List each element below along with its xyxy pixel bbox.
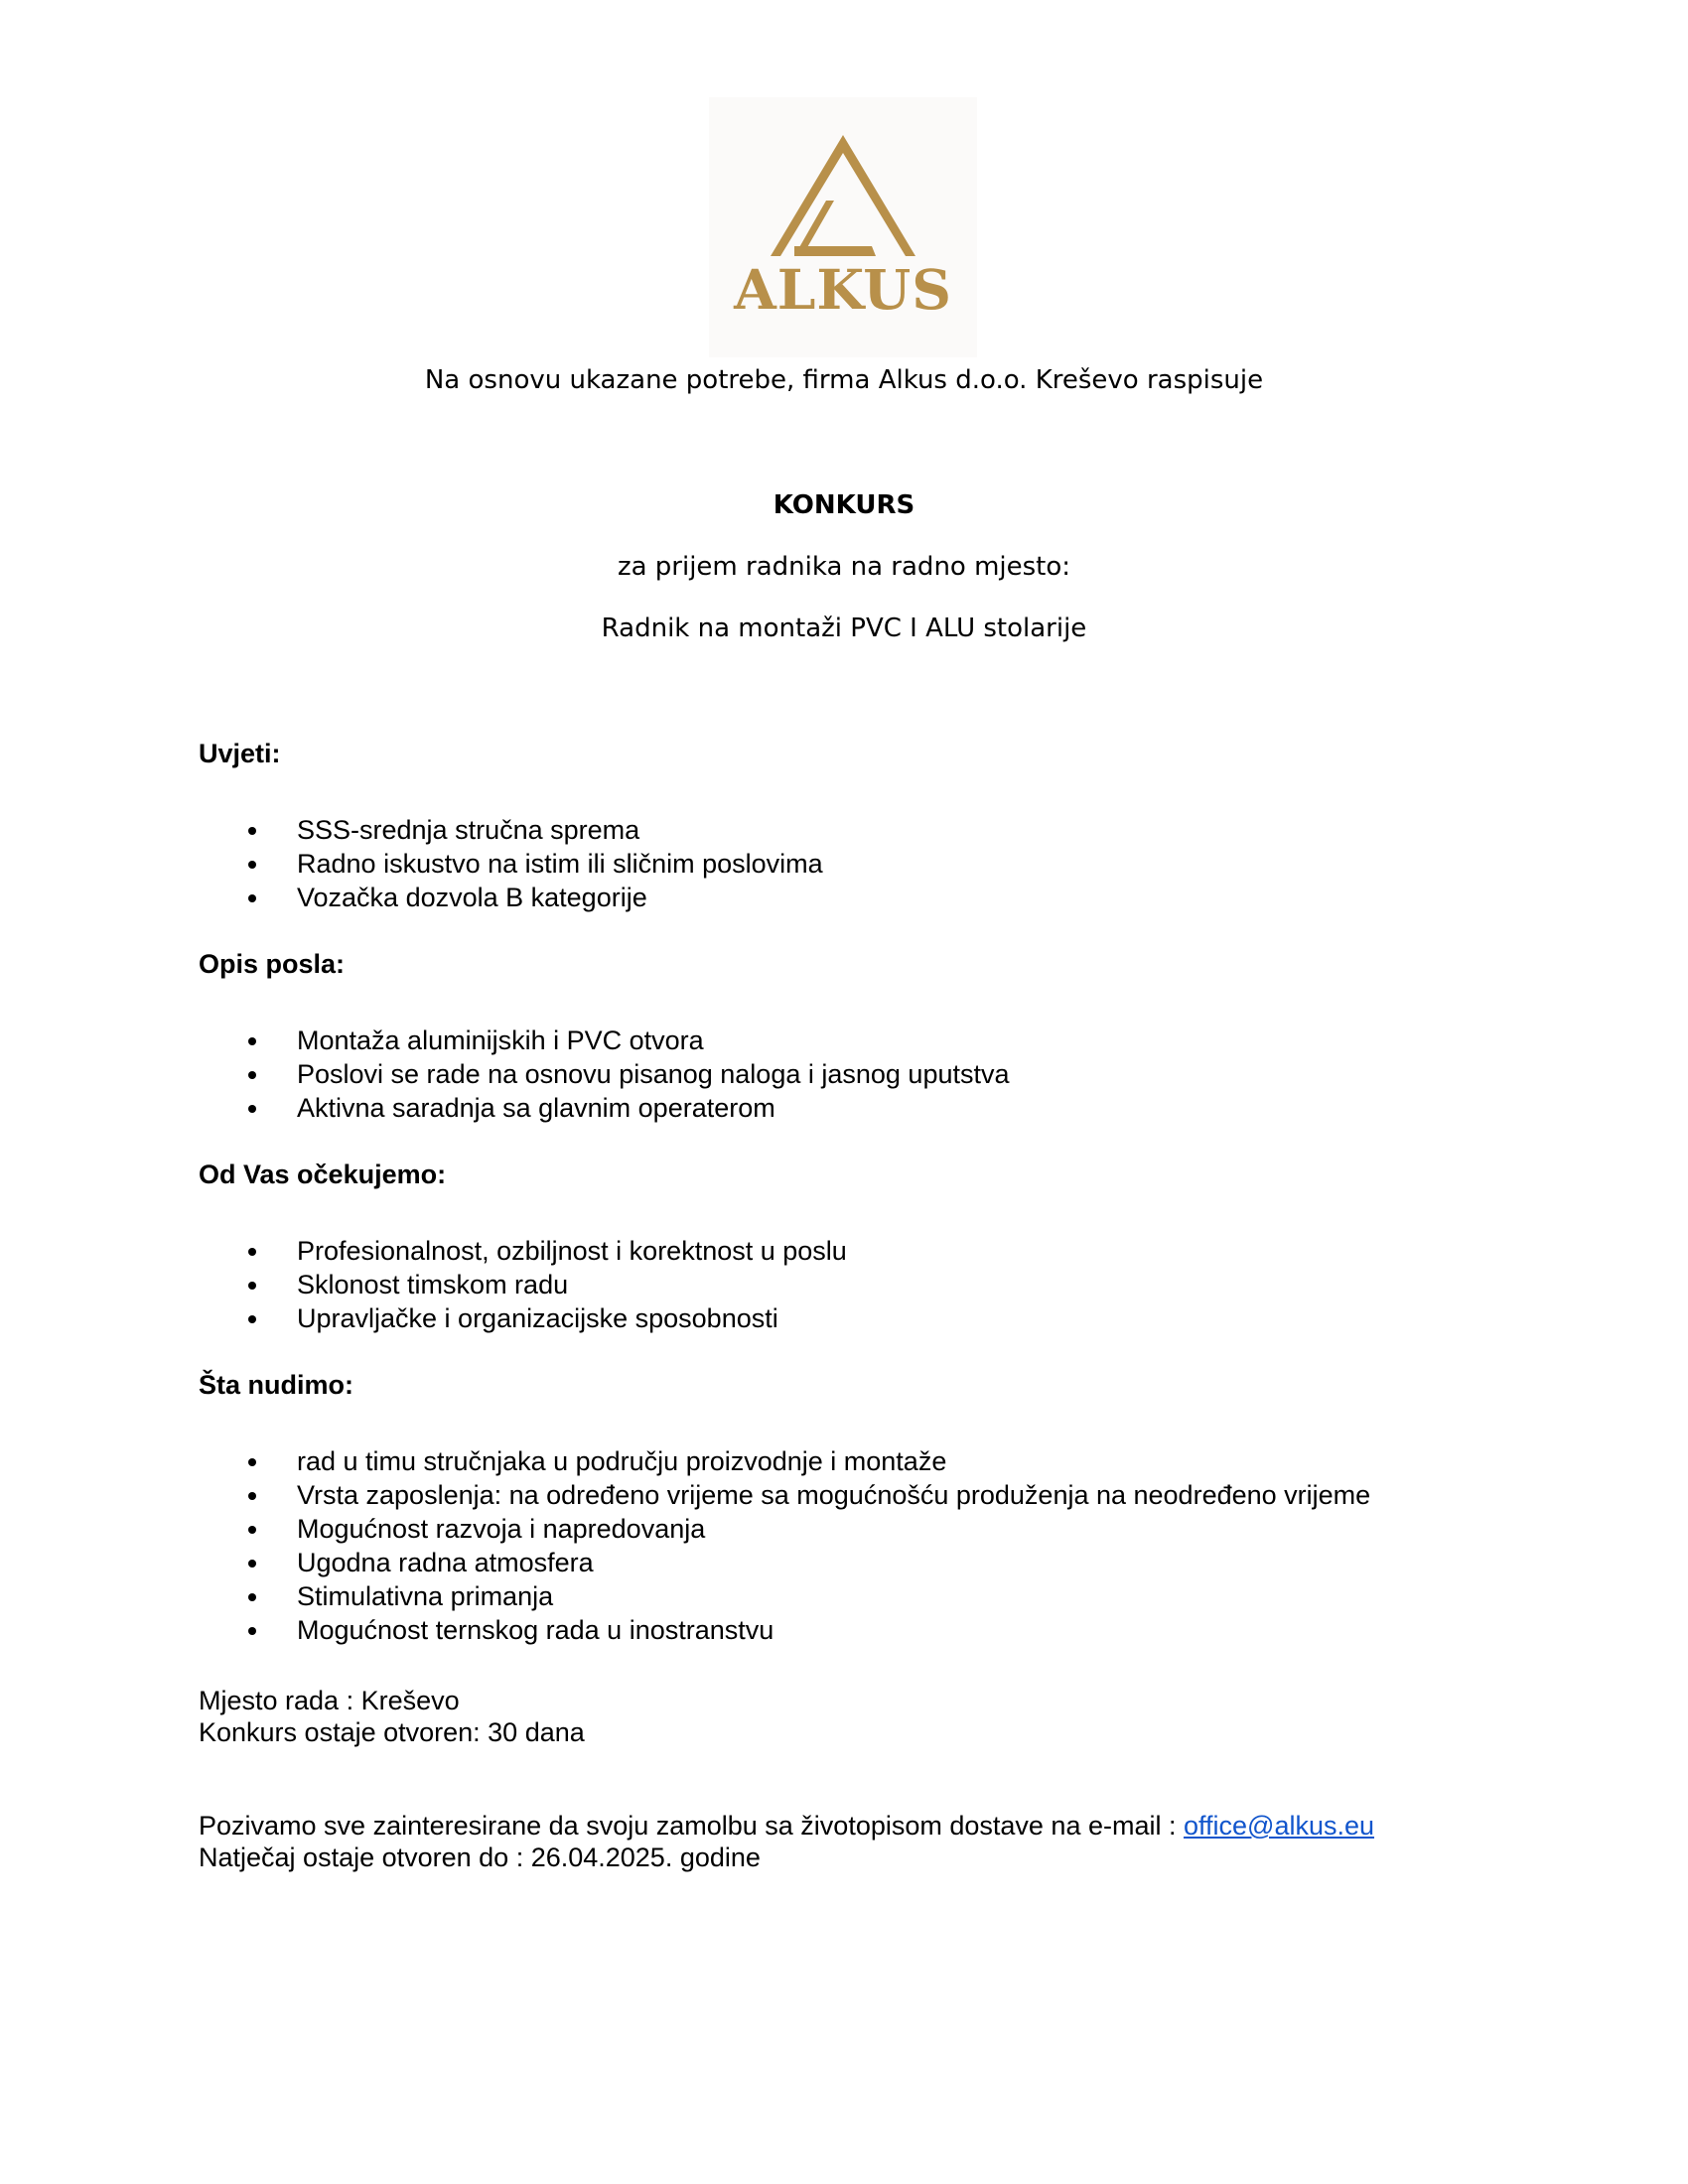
alkus-triangle-icon [769, 133, 917, 258]
email-link[interactable]: office@alkus.eu [1183, 1811, 1375, 1841]
list-ocekujemo [199, 1234, 847, 1335]
company-logo [709, 97, 977, 357]
list-item: rad u timu stručnjaka u području proizvodnje i montaže [199, 1444, 1370, 1478]
job-position: Radnik na montaži PVC I ALU stolarije [601, 614, 1087, 643]
list-opis-posla [199, 1024, 1010, 1125]
list-item: Vozačka dozvola B kategorije [199, 881, 823, 914]
list-item: Stimulativna primanja [199, 1579, 1370, 1613]
contact-text: Pozivamo sve zainteresirane da svoju zamolbu sa životopisom dostave na e-mail : [199, 1811, 1184, 1841]
list-item: Poslovi se rade na osnovu pisanog naloga i jasnog uputstva [199, 1057, 1010, 1091]
heading-ocekujemo: Od Vas očekujemo: [199, 1160, 447, 1189]
list-item: Radno iskustvo na istim ili sličnim poslovima [199, 847, 823, 881]
intro-text: Na osnovu ukazane potrebe, firma Alkus d.o.o. Kreševo raspisuje [424, 365, 1264, 395]
list-item: Mogućnost ternskog rada u inostranstvu [199, 1613, 1370, 1647]
list-item: SSS-srednja stručna sprema [199, 813, 823, 847]
list-uvjeti [199, 813, 823, 914]
list-item: Mogućnost razvoja i napredovanja [199, 1512, 1370, 1546]
list-item: Montaža aluminijskih i PVC otvora [199, 1024, 1010, 1057]
heading-opis-posla: Opis posla: [199, 949, 346, 979]
list-item: Sklonost timskom radu [199, 1268, 847, 1301]
heading-uvjeti: Uvjeti: [199, 739, 281, 768]
work-location: Mjesto rada : Kreševo [199, 1686, 460, 1715]
list-item: Ugodna radna atmosfera [199, 1546, 1370, 1579]
list-item: Upravljačke i organizacijske sposobnosti [199, 1301, 847, 1335]
logo-wordmark: ALKUS [734, 257, 952, 322]
list-sta-nudimo [199, 1444, 1370, 1647]
heading-sta-nudimo: Šta nudimo: [199, 1370, 353, 1400]
contact-line [199, 1810, 1374, 1842]
list-item: Aktivna saradnja sa glavnim operaterom [199, 1091, 1010, 1125]
list-item: Profesionalnost, ozbiljnost i korektnost u poslu [199, 1234, 847, 1268]
page-title: KONKURS [773, 490, 915, 520]
subtitle: za prijem radnika na radno mjesto: [617, 552, 1071, 582]
deadline-text: Natječaj ostaje otvoren do : 26.04.2025. godine [199, 1843, 761, 1872]
contest-duration: Konkurs ostaje otvoren: 30 dana [199, 1717, 585, 1747]
list-item: Vrsta zaposlenja: na određeno vrijeme sa mogućnošću produženja na neodređeno vrijeme [199, 1478, 1370, 1512]
